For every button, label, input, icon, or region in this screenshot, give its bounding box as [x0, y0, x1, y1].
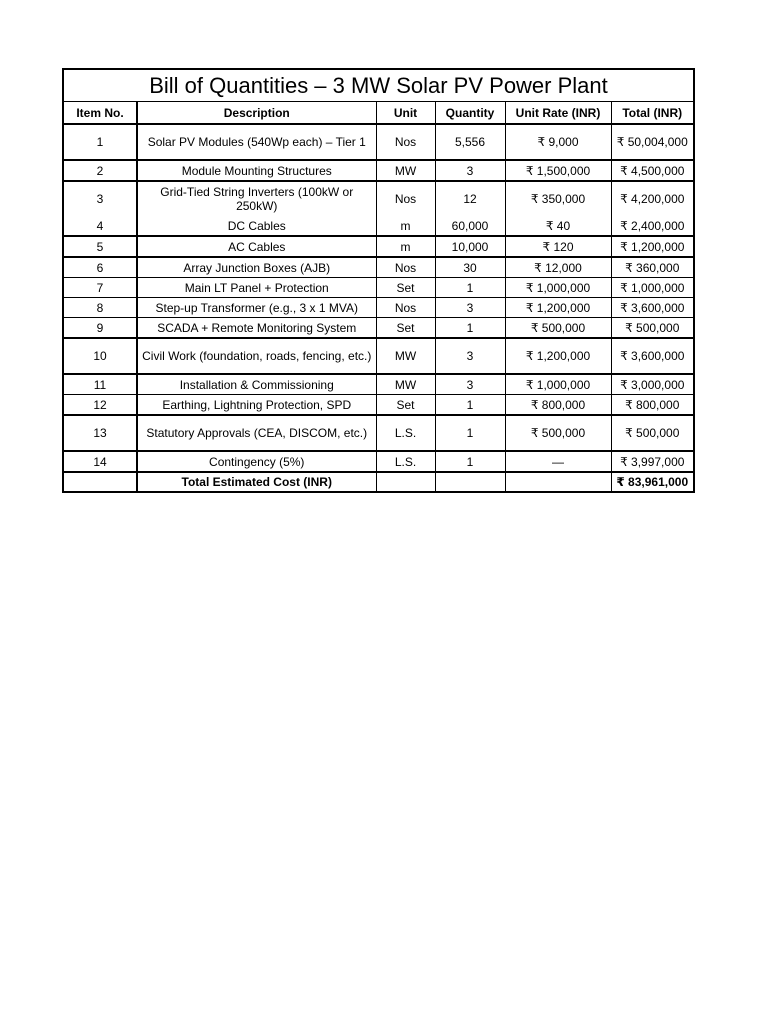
unit-cell: Nos [376, 298, 435, 318]
table-row [64, 181, 693, 216]
quantity-cell: 1 [435, 278, 505, 298]
total-row [64, 472, 693, 491]
description-cell: Main LT Panel + Protection [137, 278, 376, 298]
unit-rate-cell: ₹ 1,500,000 [505, 160, 611, 181]
description-cell: Civil Work (foundation, roads, fencing, etc.) [137, 338, 376, 374]
header-description: Description [137, 102, 376, 124]
table-row [64, 338, 693, 374]
total-cell: ₹ 3,600,000 [611, 338, 693, 374]
unit-cell: MW [376, 338, 435, 374]
quantity-cell: 10,000 [435, 236, 505, 257]
description-cell: Earthing, Lightning Protection, SPD [137, 395, 376, 416]
item-no-cell: 9 [64, 318, 137, 339]
table-row [64, 236, 693, 257]
unit-rate-cell: — [505, 451, 611, 472]
header-quantity: Quantity [435, 102, 505, 124]
description-cell: Array Junction Boxes (AJB) [137, 257, 376, 278]
unit-cell: Set [376, 395, 435, 416]
unit-rate-cell: ₹ 9,000 [505, 124, 611, 160]
description-cell: DC Cables [137, 216, 376, 236]
quantity-cell: 1 [435, 451, 505, 472]
total-cell: ₹ 3,997,000 [611, 451, 693, 472]
total-row-quantity-cell [435, 472, 505, 491]
header-total: Total (INR) [611, 102, 693, 124]
quantity-cell: 3 [435, 374, 505, 395]
header-row [64, 102, 693, 124]
unit-cell: Set [376, 318, 435, 339]
description-cell: Statutory Approvals (CEA, DISCOM, etc.) [137, 415, 376, 451]
table-row [64, 451, 693, 472]
unit-cell: MW [376, 160, 435, 181]
page-title: Bill of Quantities – 3 MW Solar PV Power Plant [64, 70, 693, 102]
unit-rate-cell: ₹ 800,000 [505, 395, 611, 416]
unit-cell: L.S. [376, 415, 435, 451]
item-no-cell: 11 [64, 374, 137, 395]
total-cell: ₹ 360,000 [611, 257, 693, 278]
item-no-cell: 6 [64, 257, 137, 278]
table-row [64, 257, 693, 278]
boq-table [64, 102, 693, 491]
description-cell: AC Cables [137, 236, 376, 257]
unit-cell: Nos [376, 181, 435, 216]
item-no-cell: 12 [64, 395, 137, 416]
header-item-no: Item No. [64, 102, 137, 124]
total-cell: ₹ 500,000 [611, 318, 693, 339]
boq-sheet [62, 68, 695, 493]
unit-cell: m [376, 216, 435, 236]
description-cell: Solar PV Modules (540Wp each) – Tier 1 [137, 124, 376, 160]
quantity-cell: 5,556 [435, 124, 505, 160]
unit-rate-cell: ₹ 120 [505, 236, 611, 257]
header-unit-rate: Unit Rate (INR) [505, 102, 611, 124]
total-cell: ₹ 1,000,000 [611, 278, 693, 298]
total-cell: ₹ 3,000,000 [611, 374, 693, 395]
total-label: Total Estimated Cost (INR) [137, 472, 376, 491]
quantity-cell: 1 [435, 395, 505, 416]
table-row [64, 278, 693, 298]
table-row [64, 160, 693, 181]
quantity-cell: 12 [435, 181, 505, 216]
quantity-cell: 3 [435, 298, 505, 318]
item-no-cell: 7 [64, 278, 137, 298]
quantity-cell: 3 [435, 160, 505, 181]
description-cell: Grid-Tied String Inverters (100kW or 250kW) [137, 181, 376, 216]
item-no-cell: 14 [64, 451, 137, 472]
table-row [64, 298, 693, 318]
unit-cell: m [376, 236, 435, 257]
unit-rate-cell: ₹ 1,200,000 [505, 338, 611, 374]
item-no-cell: 2 [64, 160, 137, 181]
total-value: ₹ 83,961,000 [611, 472, 693, 491]
total-cell: ₹ 4,500,000 [611, 160, 693, 181]
quantity-cell: 30 [435, 257, 505, 278]
table-row [64, 318, 693, 339]
quantity-cell: 1 [435, 318, 505, 339]
item-no-cell: 3 [96, 192, 104, 206]
quantity-cell: 3 [435, 338, 505, 374]
item-no-cell: 4 [64, 216, 137, 236]
item-no-cell: 8 [64, 298, 137, 318]
unit-rate-cell: ₹ 40 [505, 216, 611, 236]
unit-rate-cell: ₹ 350,000 [505, 181, 611, 216]
total-cell: ₹ 2,400,000 [611, 216, 693, 236]
unit-rate-cell: ₹ 1,000,000 [505, 374, 611, 395]
item-no-cell: 13 [64, 415, 137, 451]
description-cell: Contingency (5%) [137, 451, 376, 472]
table-row [64, 124, 693, 160]
unit-cell: L.S. [376, 451, 435, 472]
item-no-cell: 5 [64, 236, 137, 257]
quantity-cell: 60,000 [435, 216, 505, 236]
table-row [64, 374, 693, 395]
table-row [64, 395, 693, 416]
table-row [64, 216, 693, 236]
item-no-cell: 1 [64, 124, 137, 160]
unit-rate-cell: ₹ 500,000 [505, 318, 611, 339]
total-row-unit-cell [376, 472, 435, 491]
total-cell: ₹ 4,200,000 [611, 181, 693, 216]
total-row-rate-cell [505, 472, 611, 491]
unit-rate-cell: ₹ 1,200,000 [505, 298, 611, 318]
total-cell: ₹ 800,000 [611, 395, 693, 416]
table-row [64, 415, 693, 451]
description-cell: Installation & Commissioning [137, 374, 376, 395]
header-unit: Unit [376, 102, 435, 124]
unit-cell: MW [376, 374, 435, 395]
total-cell: ₹ 50,004,000 [611, 124, 693, 160]
description-cell: Module Mounting Structures [137, 160, 376, 181]
unit-cell: Set [376, 278, 435, 298]
unit-rate-cell: ₹ 1,000,000 [505, 278, 611, 298]
total-cell: ₹ 1,200,000 [611, 236, 693, 257]
quantity-cell: 1 [435, 415, 505, 451]
unit-cell: Nos [376, 124, 435, 160]
unit-rate-cell: ₹ 12,000 [505, 257, 611, 278]
total-cell: ₹ 500,000 [611, 415, 693, 451]
item-no-cell: 10 [64, 338, 137, 374]
total-row-item-cell [64, 472, 137, 491]
total-cell: ₹ 3,600,000 [611, 298, 693, 318]
description-cell: SCADA + Remote Monitoring System [137, 318, 376, 339]
unit-cell: Nos [376, 257, 435, 278]
description-cell: Step-up Transformer (e.g., 3 x 1 MVA) [137, 298, 376, 318]
unit-rate-cell: ₹ 500,000 [505, 415, 611, 451]
